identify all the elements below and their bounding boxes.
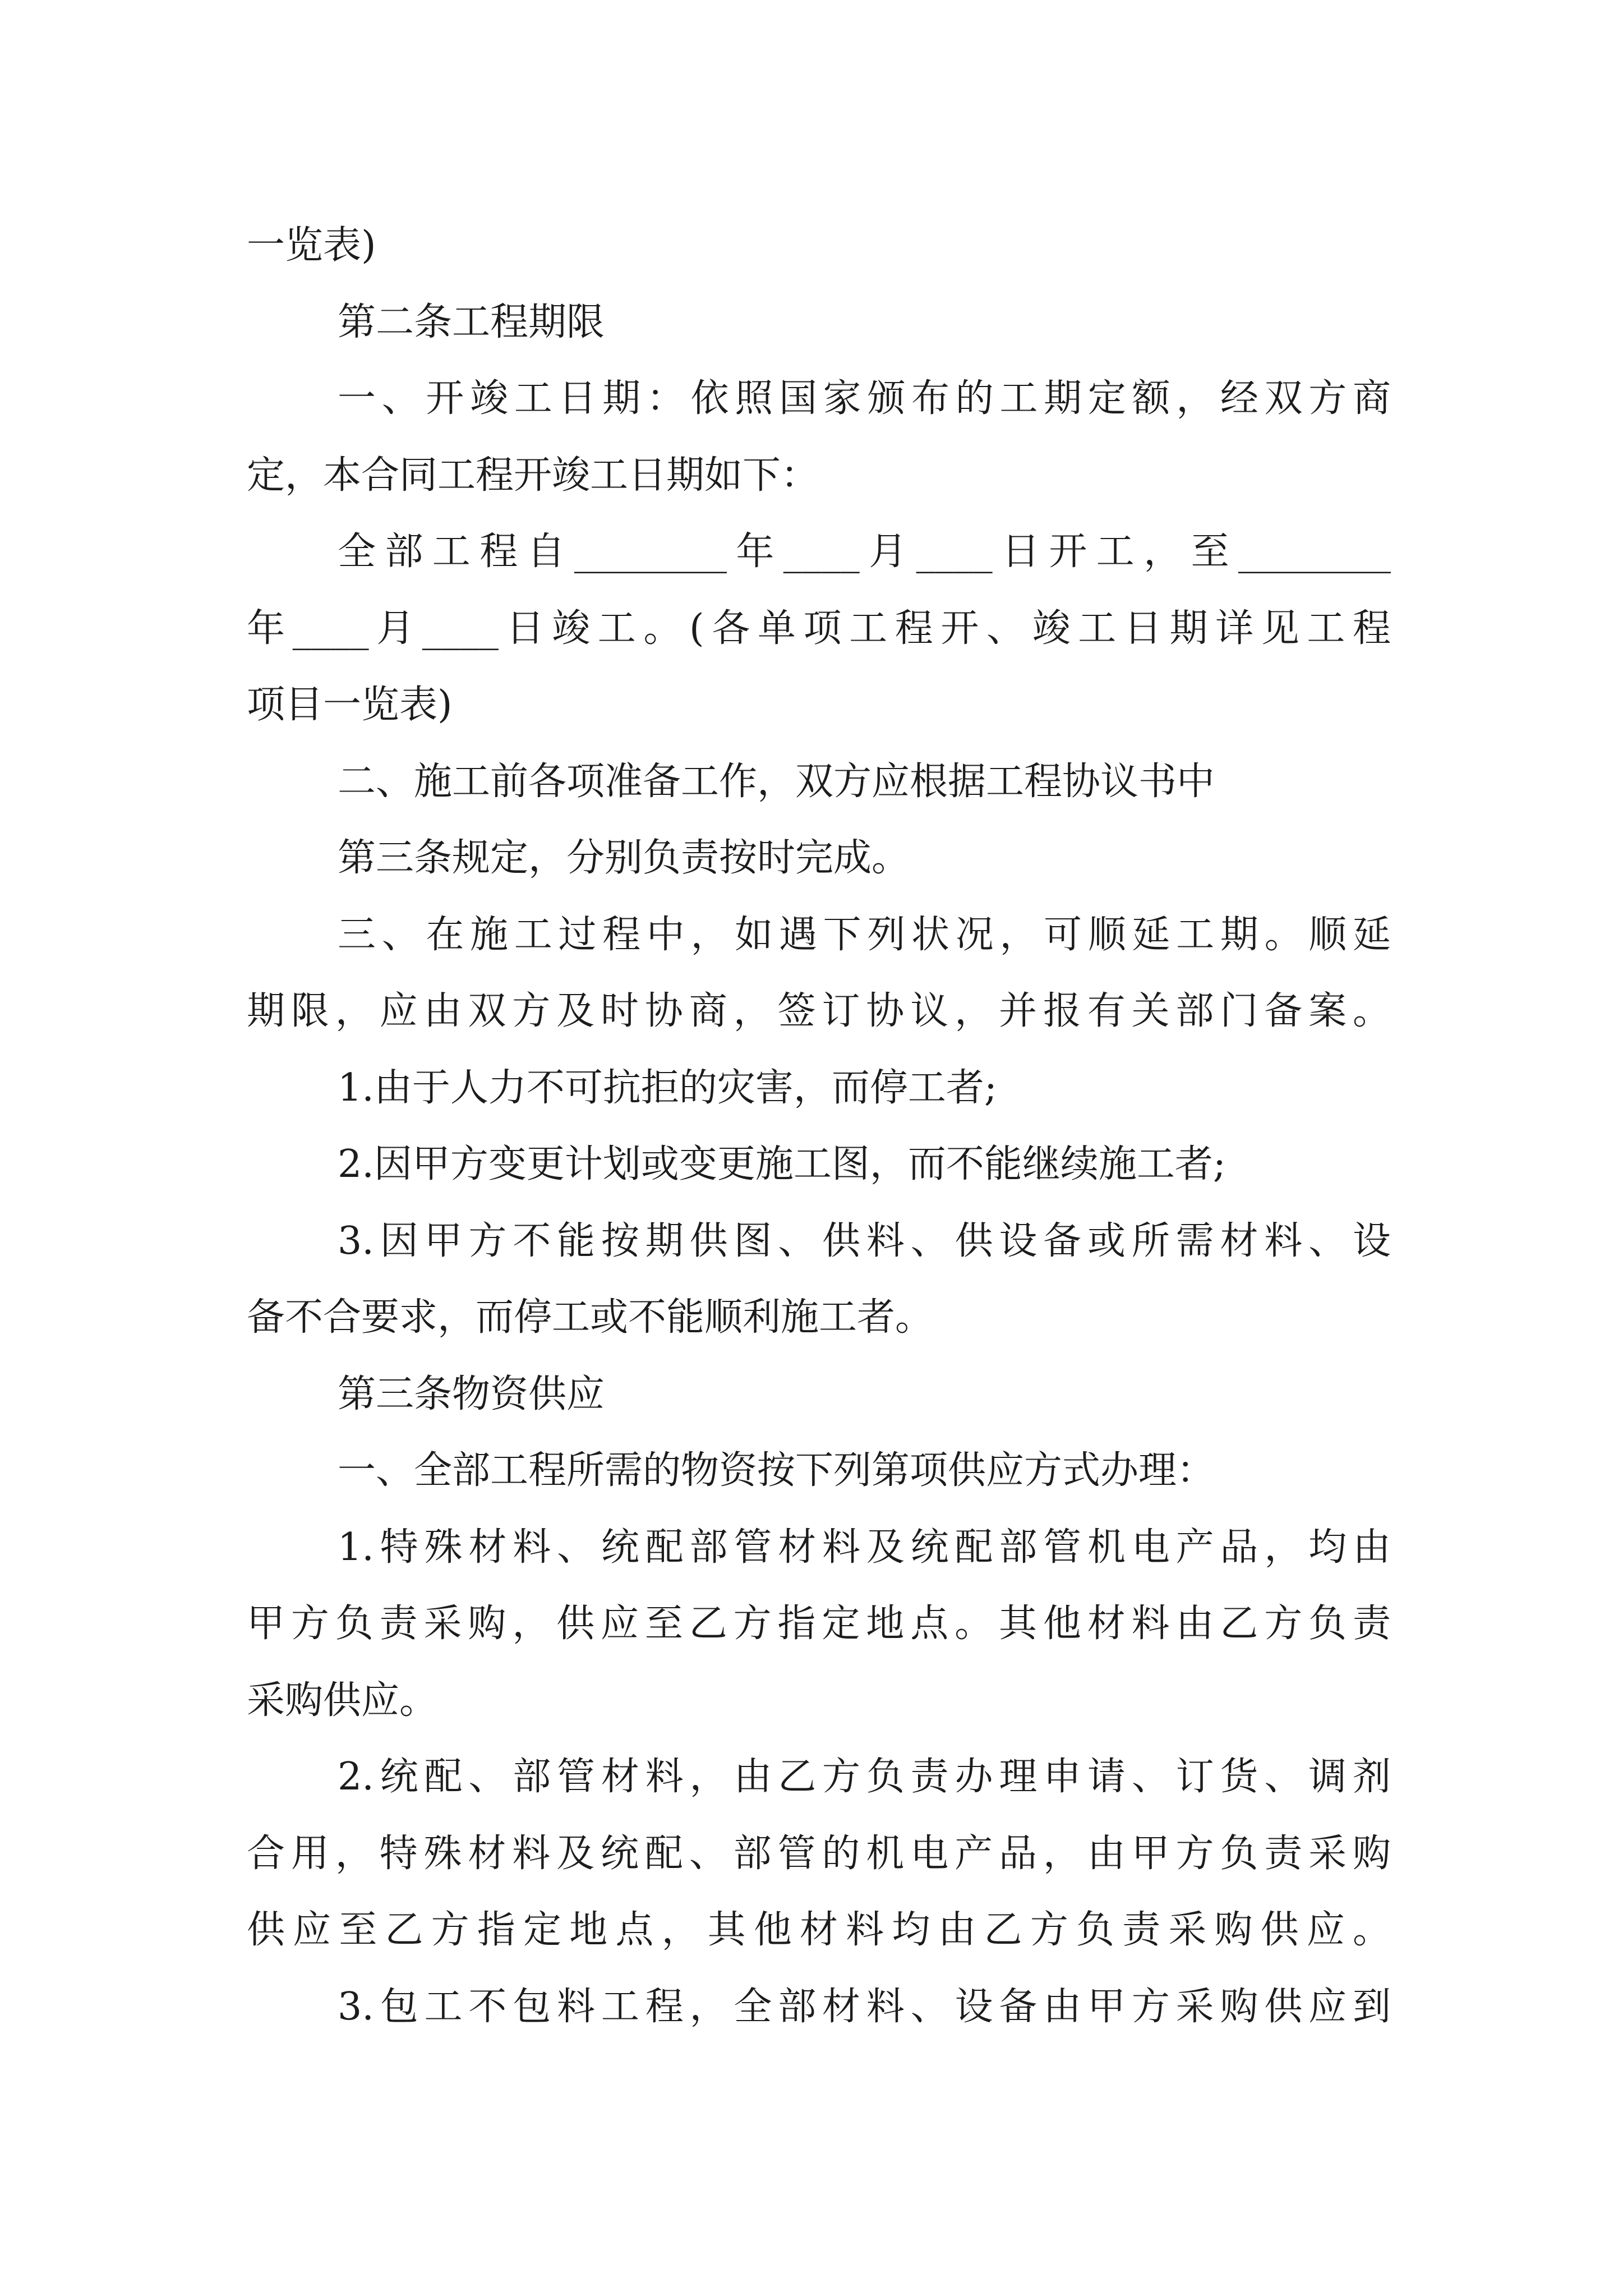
text-line: 第三条物资供应: [338, 1372, 605, 1416]
text-line: 项目一览表): [247, 683, 453, 727]
text-line: 3.包工不包料工程，全部材料、设备由甲方采购供应到: [338, 1984, 1391, 2029]
text-line: 定，本合同工程开竣工日期如下：: [247, 453, 819, 498]
text-line: 期限，应由双方及时协商，签订协议，并报有关部门备案。: [247, 989, 1391, 1033]
text-line: 甲方负责采购，供应至乙方指定地点。其他材料由乙方负责: [247, 1602, 1391, 1646]
text-line: 第二条工程期限: [338, 300, 605, 344]
text-line: 三、在施工过程中，如遇下列状况，可顺延工期。顺延: [338, 912, 1391, 957]
text-line: 备不合要求，而停工或不能顺利施工者。: [247, 1295, 934, 1340]
text-line: 1.由于人力不可抗拒的灾害，而停工者;: [338, 1065, 997, 1110]
text-line: 年____月____日竣工。(各单项工程开、竣工日期详见工程: [247, 606, 1391, 651]
text-line: 一览表): [247, 223, 376, 268]
text-line: 一、全部工程所需的物资按下列第项供应方式办理：: [338, 1448, 1215, 1493]
text-line: 采购供应。: [247, 1678, 438, 1723]
text-line: 二、施工前各项准备工作，双方应根据工程协议书中: [338, 759, 1215, 804]
text-line: 2.因甲方变更计划或变更施工图，而不能继续施工者;: [338, 1142, 1226, 1186]
body-text: [247, 208, 1391, 2045]
text-line: 2.统配、部管材料，由乙方负责办理申请、订货、调剂: [338, 1755, 1391, 1799]
text-line: 一、开竣工日期：依照国家颁布的工期定额，经双方商: [338, 376, 1391, 421]
text-line: 第三条规定，分别负责按时完成。: [338, 836, 910, 880]
text-line: 全部工程自________年____月____日开工，至________: [338, 530, 1391, 574]
text-line: 供应至乙方指定地点，其他材料均由乙方负责采购供应。: [247, 1908, 1391, 1952]
text-line: 合用，特殊材料及统配、部管的机电产品，由甲方负责采购: [247, 1831, 1391, 1876]
text-line: 1.特殊材料、统配部管材料及统配部管机电产品，均由: [338, 1525, 1391, 1570]
text-line: 3.因甲方不能按期供图、供料、供设备或所需材料、设: [338, 1218, 1391, 1263]
